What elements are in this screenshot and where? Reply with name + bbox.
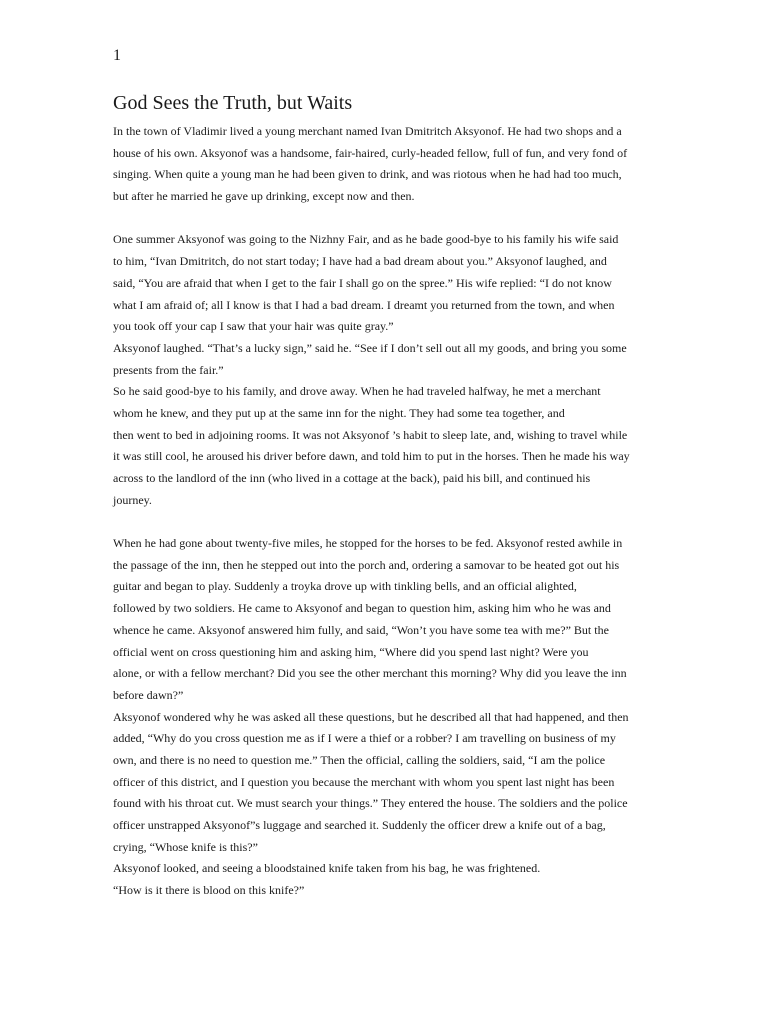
story-body bbox=[113, 121, 673, 902]
page-number: 1 bbox=[113, 47, 121, 64]
text-line: In the town of Vladimir lived a young merchant named Ivan Dmitritch Aksyonof. He had two shops and a bbox=[113, 124, 622, 138]
text-line: across to the landlord of the inn (who lived in a cottage at the back), paid his bill, and continued his bbox=[113, 471, 591, 485]
text-line: officer of this district, and I question you because the merchant with whom you spent last night has been bbox=[113, 774, 615, 789]
text-line: Aksyonof laughed. “That’s a lucky sign,” said he. “See if I don’t sell out all my goods, and bring you some bbox=[113, 340, 627, 355]
text-line: official went on cross questioning him and asking him, “Where did you spend last night? Were you bbox=[113, 644, 589, 659]
text-line: it was still cool, he aroused his driver before dawn, and told him to put in the horses. Then he made his way bbox=[113, 449, 630, 464]
text-line: presents from the fair.” bbox=[113, 362, 224, 377]
paragraph-gap bbox=[113, 511, 673, 533]
text-line: added, “Why do you cross question me as if I were a thief or a robber? I am travelling on business of my bbox=[113, 731, 616, 746]
text-line: to him, “Ivan Dmitritch, do not start today; I have had a bad dream about you.” Aksyonof laughed, and bbox=[113, 254, 607, 269]
text-line: So he said good-bye to his family, and drove away. When he had traveled halfway, he met a merchant bbox=[113, 384, 601, 399]
text-line: said, “You are afraid that when I get to the fair I shall go on the spree.” His wife replied: “I do not know bbox=[113, 275, 612, 290]
text-line: but after he married he gave up drinking, except now and then. bbox=[113, 189, 415, 204]
paragraph-gap bbox=[113, 208, 673, 230]
text-line: own, and there is no need to question me.” Then the official, calling the soldiers, said, “I am the police bbox=[113, 752, 606, 767]
text-line: found with his throat cut. We must search your things.” They entered the house. The soldiers and the police bbox=[113, 796, 628, 811]
text-line: whence he came. Aksyonof answered him fully, and said, “Won’t you have some tea with me?” But the bbox=[113, 622, 609, 637]
text-line: guitar and began to play. Suddenly a troyka drove up with tinkling bells, and an official alighted, bbox=[113, 579, 577, 594]
text-line: journey. bbox=[113, 492, 152, 507]
text-line: alone, or with a fellow merchant? Did you see the other merchant this morning? Why did you leave the inn bbox=[113, 666, 627, 681]
text-line: One summer Aksyonof was going to the Nizhny Fair, and as he bade good-bye to his family his wife said bbox=[113, 232, 619, 247]
text-line: before dawn?” bbox=[113, 687, 184, 702]
page-title: God Sees the Truth, but Waits bbox=[113, 92, 353, 114]
text-line: officer unstrapped Aksyonof”s luggage and searched it. Suddenly the officer drew a knife out of a bag, bbox=[113, 818, 606, 832]
text-line: singing. When quite a young man he had been given to drink, and was riotous when he had had too much, bbox=[113, 167, 622, 182]
text-line: you took off your cap I saw that your hair was quite gray.” bbox=[113, 319, 394, 334]
text-line: the passage of the inn, then he stepped out into the porch and, ordering a samovar to be heated got out his bbox=[113, 557, 620, 572]
text-line: followed by two soldiers. He came to Aksyonof and began to question him, asking him who he was and bbox=[113, 601, 611, 616]
text-line: When he had gone about twenty-five miles, he stopped for the horses to be fed. Aksyonof rested awhile in bbox=[113, 536, 623, 551]
text-line: crying, “Whose knife is this?” bbox=[113, 839, 258, 854]
text-line: Aksyonof wondered why he was asked all these questions, but he described all that had happened, and then bbox=[113, 709, 629, 724]
text-line: house of his own. Aksyonof was a handsome, fair-haired, curly-headed fellow, full of fun, and very fond of bbox=[113, 145, 628, 160]
text-line: then went to bed in adjoining rooms. It was not Aksyonof ’s habit to sleep late, and, wishing to travel while bbox=[113, 427, 628, 442]
text-line: Aksyonof looked, and seeing a bloodstained knife taken from his bag, he was frightened. bbox=[113, 861, 541, 876]
text-line: “How is it there is blood on this knife?” bbox=[113, 883, 305, 898]
text-line: whom he knew, and they put up at the same inn for the night. They had some tea together, and bbox=[113, 405, 565, 420]
text-line: what I am afraid of; all I know is that I had a bad dream. I dreamt you returned from the town, and when bbox=[113, 297, 615, 312]
